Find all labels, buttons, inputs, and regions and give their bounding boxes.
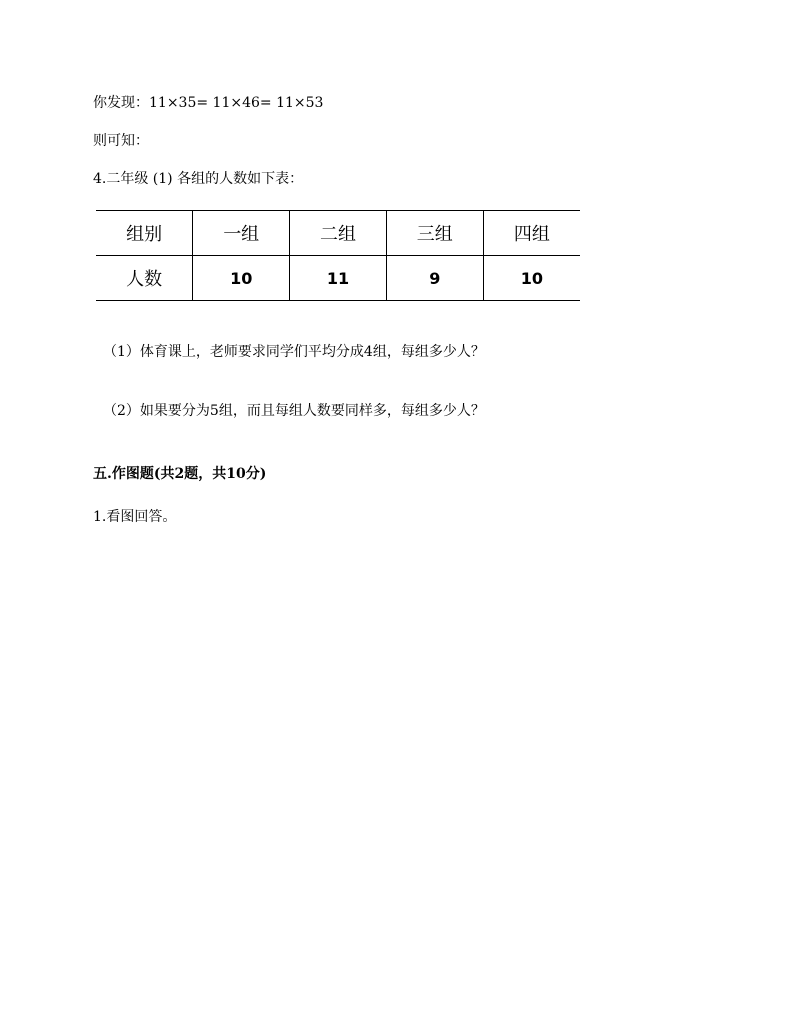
- count-cell-group-4: 10: [483, 256, 580, 301]
- sub-question-1: （1）体育课上，老师要求同学们平均分成4组，每组多少人？: [103, 344, 485, 360]
- header-cell-group-3: 三组: [386, 211, 483, 256]
- count-cell-group-3: 9: [386, 256, 483, 301]
- section-title: 五.作图题(共2题，共10分): [93, 466, 267, 482]
- table-row: [96, 256, 580, 301]
- header-cell-group: 组别: [96, 211, 193, 256]
- header-cell-group-4: 四组: [483, 211, 580, 256]
- question-4-text: 4.二年级 (1) 各组的人数如下表：: [93, 171, 304, 187]
- sub-question-2: （2）如果要分为5组，而且每组人数要同样多，每组多少人？: [103, 403, 485, 419]
- discover-line: 你发现：11×35= 11×46= 11×53: [93, 95, 324, 111]
- count-cell-group-1: 10: [193, 256, 290, 301]
- header-cell-group-2: 二组: [290, 211, 387, 256]
- header-cell-group-1: 一组: [193, 211, 290, 256]
- group-count-table: [96, 210, 580, 301]
- table-header-row: [96, 211, 580, 256]
- conclude-line: 则可知：: [93, 133, 149, 149]
- row-label-count: 人数: [96, 256, 193, 301]
- count-cell-group-2: 11: [290, 256, 387, 301]
- problem-1-text: 1.看图回答。: [93, 509, 177, 525]
